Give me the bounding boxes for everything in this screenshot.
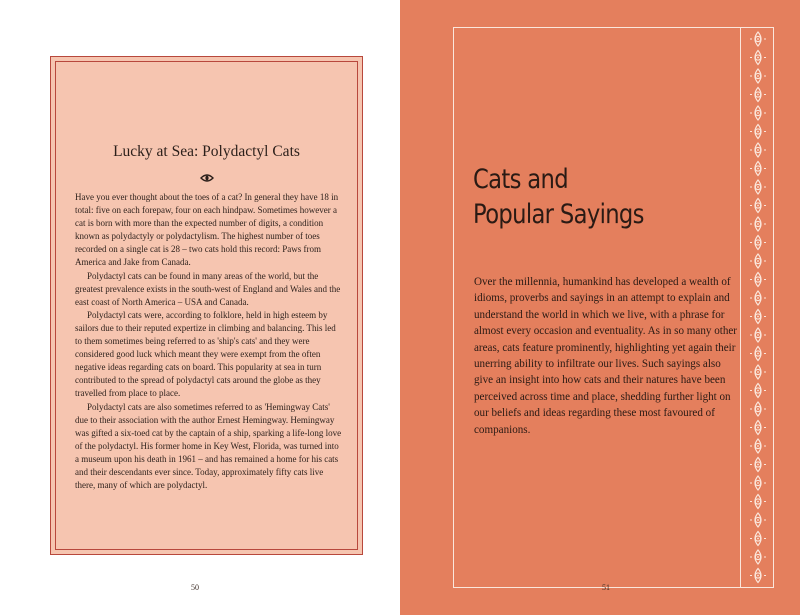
- chain-eye-link: [750, 310, 766, 324]
- chain-eye-link: [750, 328, 766, 342]
- chapter-heading-line1: Cats and: [473, 164, 568, 195]
- box-paragraph: Polydactyl cats can be found in many areas of the world, but the greatest prevalence exists in the south-west of England and Wales and the east coast of North America – USA and Canada.: [75, 270, 341, 307]
- chain-eye-link: [750, 495, 766, 509]
- chain-eye-link: [750, 569, 766, 583]
- chapter-intro: Over the millennia, humankind has developed a wealth of idioms, proverbs and sayings in an attempt to explain and understand the world in which we live, with a phrase for almost every occasion and eventuality. As in so many other areas, cats feature prominently, highlighting yet again their unerring ability to infiltrate our lives. Such sayings also give an insight into how cats and their natures have been perceived across time and place, shedding further light on our beliefs and ideas regarding these most favoured of companions.: [474, 276, 737, 436]
- chain-eye-link: [750, 217, 766, 231]
- page-number-right: 51: [602, 583, 610, 592]
- chain-eye-link: [750, 254, 766, 268]
- chain-eye-link: [750, 291, 766, 305]
- chain-eye-link: [750, 365, 766, 379]
- chain-eye-link: [750, 199, 766, 213]
- chain-eye-link: [750, 32, 766, 46]
- eye-chain-icon: [741, 27, 775, 588]
- right-page: [400, 0, 800, 615]
- chain-eye-link: [750, 532, 766, 546]
- sidebar-box: [50, 56, 363, 555]
- box-paragraph: Polydactyl cats were, according to folklore, held in high esteem by sailors due to their reputed expertize in climbing and balancing. This led to them sometimes being referred to as 'ship's cats' and they were considered good luck which meant they were exempt from the often negative ideas regarding cats on board. This popularity at sea in turn contributed to the spread of polydactyl cats around the globe as they travelled from place to place.: [75, 309, 336, 399]
- chain-eye-link: [750, 384, 766, 398]
- eye-icon: [200, 173, 214, 183]
- chain-eye-link: [750, 347, 766, 361]
- chain-eye-link: [750, 458, 766, 472]
- box-paragraph: Polydactyl cats are also sometimes referred to as 'Hemingway Cats' due to their association with the author Ernest Hemingway. Hemingway was gifted a six-toed cat by the captain of a ship, sparking a life-long love of the polydactyl. His former home in Key West, Florida, was turned into a museum upon his death in 1961 – and has remained a home for his cats and their descendants ever since. Today, approximately fifty cats live there, many of which are polydactyl.: [75, 401, 342, 491]
- chain-eye-link: [750, 513, 766, 527]
- chain-eye-link: [750, 421, 766, 435]
- chain-eye-link: [750, 476, 766, 490]
- chain-eye-link: [750, 439, 766, 453]
- chapter-heading-line2: Popular Sayings: [473, 199, 644, 230]
- chain-eye-link: [750, 106, 766, 120]
- chain-eye-link: [750, 273, 766, 287]
- chain-eye-link: [750, 180, 766, 194]
- chain-eye-link: [750, 69, 766, 83]
- box-title: Lucky at Sea: Polydactyl Cats: [113, 143, 300, 160]
- chain-eye-link: [750, 162, 766, 176]
- eye-chain-border: [740, 27, 774, 588]
- chapter-heading: [473, 162, 644, 232]
- chain-eye-link: [750, 125, 766, 139]
- box-body: [75, 191, 342, 492]
- chain-eye-link: [750, 88, 766, 102]
- chain-eye-link: [750, 236, 766, 250]
- page-number-left: 50: [191, 583, 199, 592]
- chain-eye-link: [750, 51, 766, 65]
- chain-eye-link: [750, 143, 766, 157]
- chain-eye-link: [750, 550, 766, 564]
- chain-eye-link: [750, 402, 766, 416]
- box-paragraph: Have you ever thought about the toes of a cat? In general they have 18 in total: five on each forepaw, four on each hindpaw. Sometimes however a cat is born with more than the expected number of digits, a condition known as polydactyly or polydactylism. The highest number of toes recorded on a single cat is 28 – two cats hold this record: Paws from America and Jake from Canada.: [75, 192, 339, 268]
